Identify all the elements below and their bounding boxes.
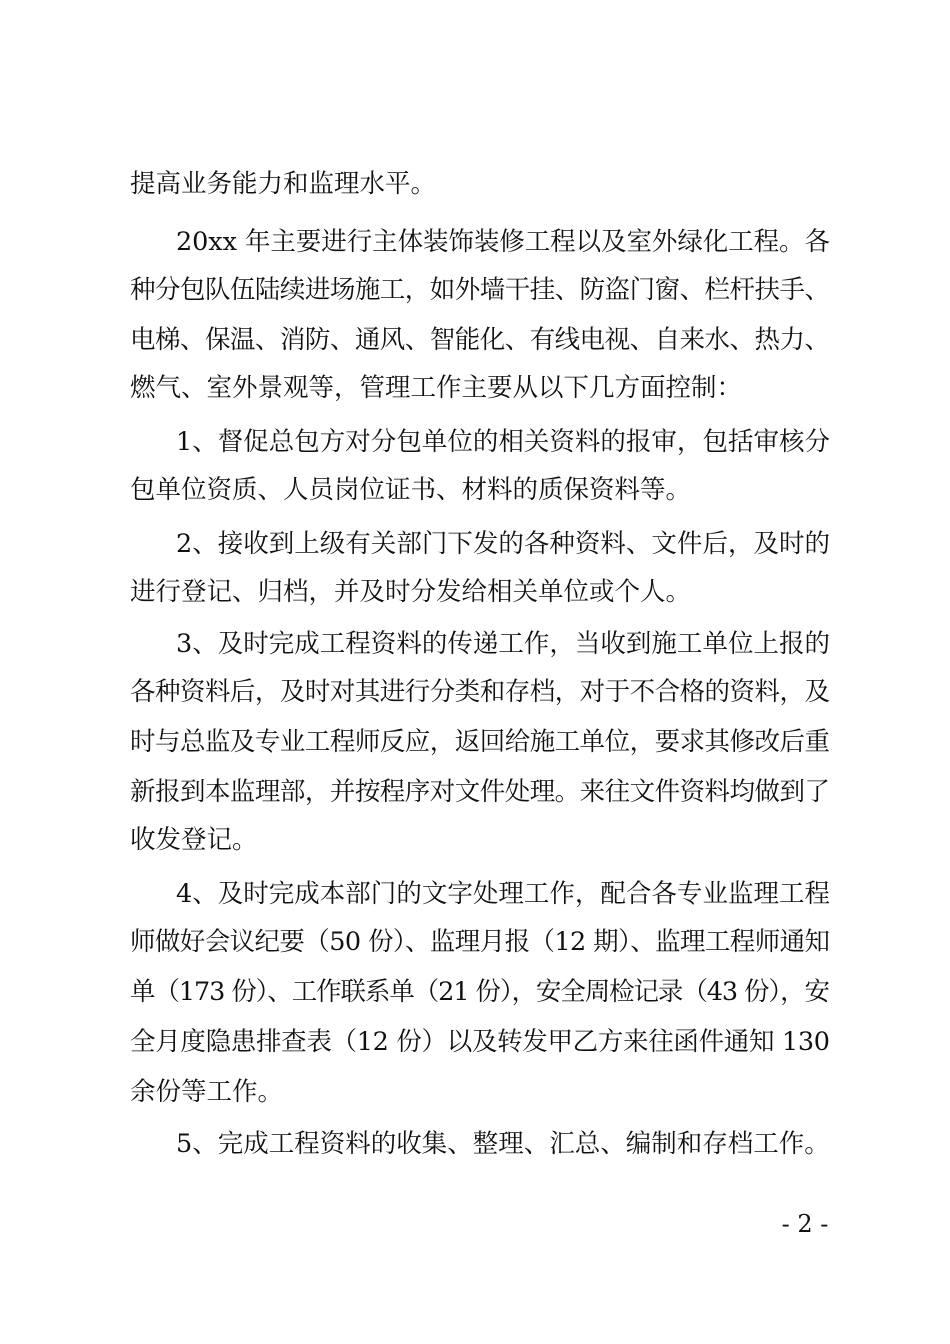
body-text-line: 新报到本监理部，并按程序对文件处理。来往文件资料均做到了 (130, 777, 830, 807)
body-text-line: 包单位资质、人员岗位证书、材料的质保资料等。 (130, 475, 692, 505)
body-text-line: 时与总监及专业工程师反应，返回给施工单位，要求其修改后重 (130, 727, 830, 757)
body-text-line: 5、完成工程资料的收集、整理、汇总、编制和存档工作。 (176, 1129, 830, 1159)
body-text-line: 提高业务能力和监理水平。 (130, 169, 437, 199)
body-text-line: 4、及时完成本部门的文字处理工作，配合各专业监理工程 (176, 879, 831, 909)
body-text-line: 3、及时完成工程资料的传递工作，当收到施工单位上报的 (176, 629, 831, 659)
body-text-line: 2、接收到上级有关部门下发的各种资料、文件后，及时的 (176, 529, 831, 559)
body-text-line: 全月度隐患排查表（12 份）以及转发甲乙方来往函件通知 130 (130, 1027, 830, 1057)
body-text-line: 师做好会议纪要（50 份）、监理月报（12 期）、监理工程师通知 (130, 927, 830, 957)
body-text-line: 20xx 年主要进行主体装饰装修工程以及室外绿化工程。各 (176, 227, 830, 257)
body-text-line: 种分包队伍陆续进场施工，如外墙干挂、防盗门窗、栏杆扶手、 (130, 275, 830, 305)
body-text-line: 进行登记、归档，并及时分发给相关单位或个人。 (130, 577, 692, 607)
body-text-line: 收发登记。 (130, 825, 258, 855)
page-number: - 2 - (781, 1210, 829, 1238)
body-text-line: 1、督促总包方对分包单位的相关资料的报审，包括审核分 (176, 427, 831, 457)
body-text-line: 各种资料后，及时对其进行分类和存档，对于不合格的资料，及 (130, 677, 830, 707)
body-text-line: 单（173 份）、工作联系单（21 份），安全周检记录（43 份），安 (130, 977, 829, 1007)
body-text-line: 电梯、保温、消防、通风、智能化、有线电视、自来水、热力、 (130, 325, 830, 355)
body-text-line: 余份等工作。 (130, 1077, 284, 1107)
body-text-line: 燃气、室外景观等，管理工作主要从以下几方面控制： (130, 373, 743, 403)
